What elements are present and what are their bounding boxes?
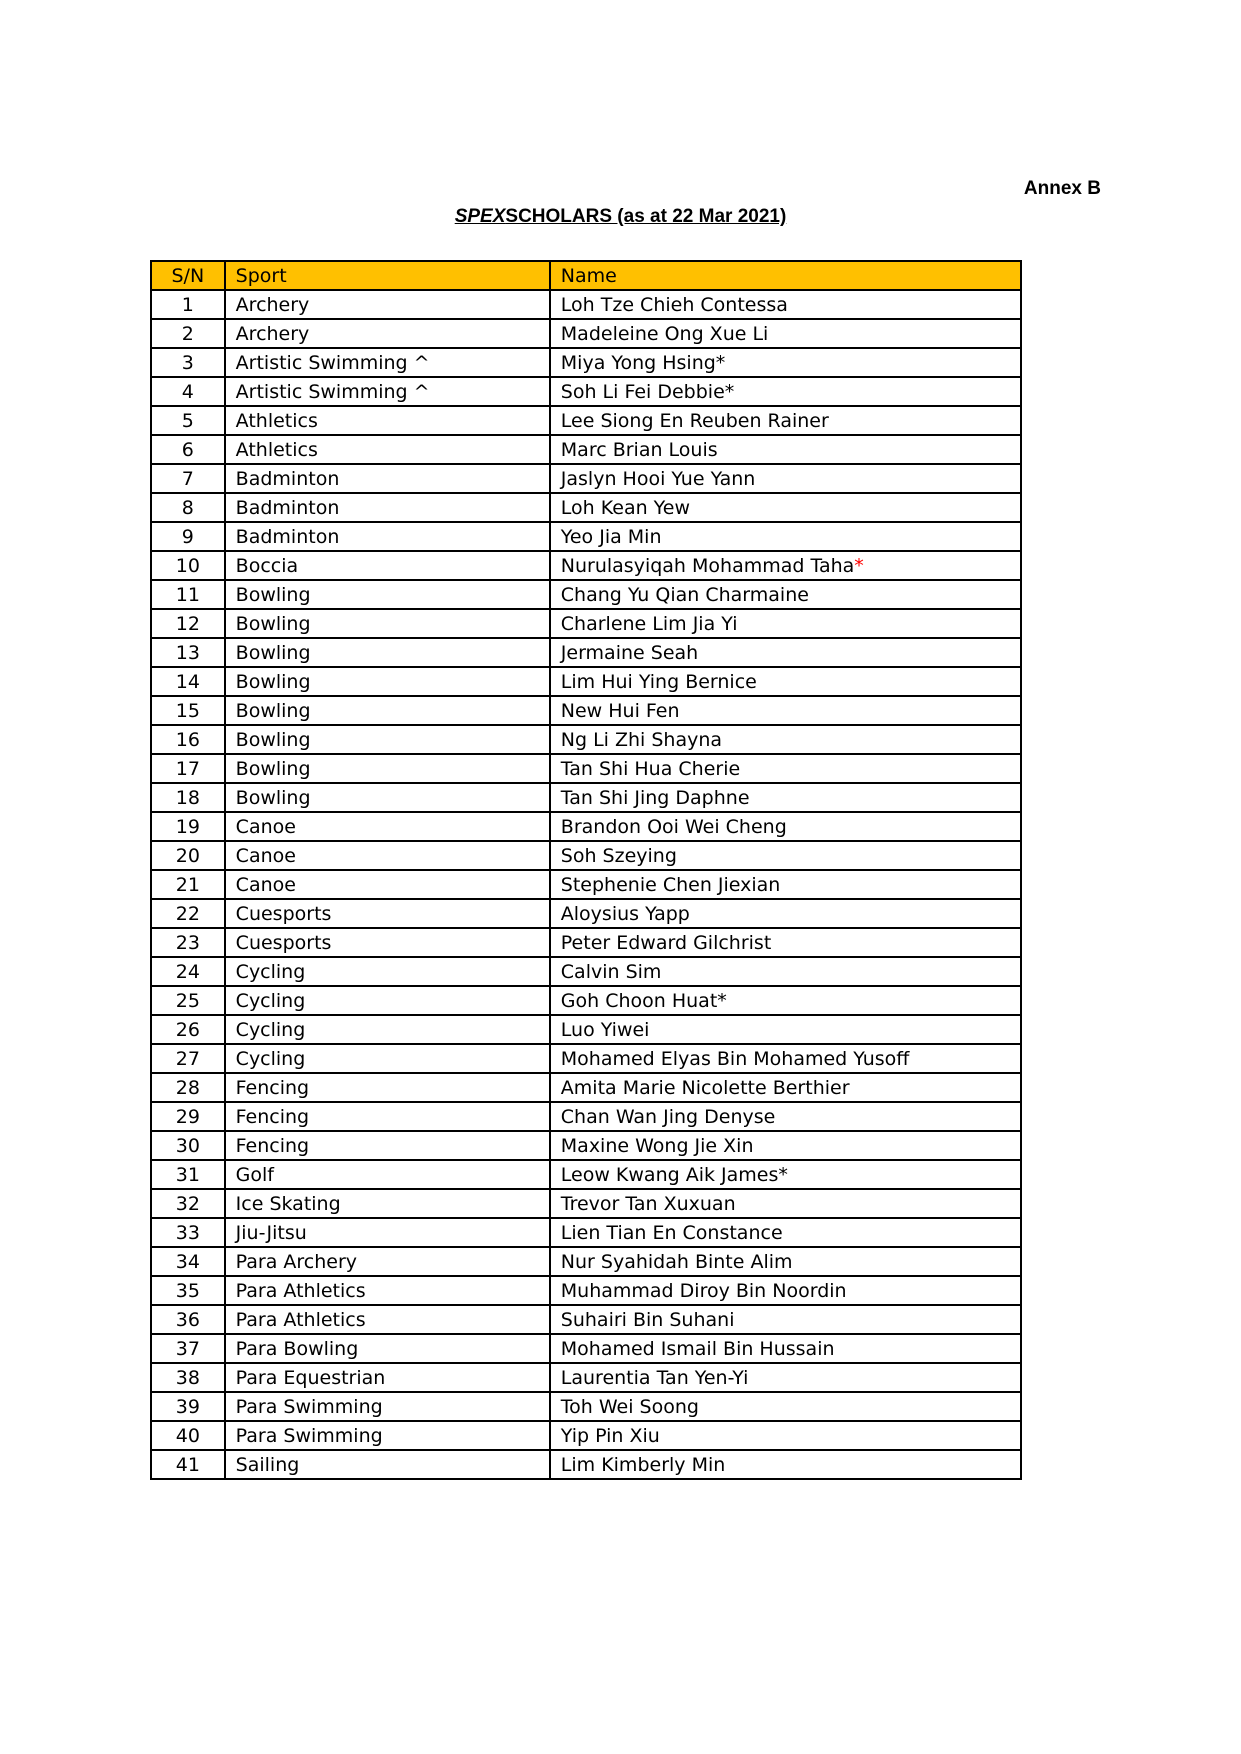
row-name: Yip Pin Xiu: [560, 1424, 660, 1447]
table-row: [151, 522, 1021, 551]
row-name-cell: [550, 1189, 1021, 1218]
row-sport: Athletics: [225, 435, 550, 464]
scholars-table: [150, 260, 1022, 1480]
row-sport: Bowling: [225, 754, 550, 783]
table-row: [151, 1044, 1021, 1073]
row-sport: Badminton: [225, 464, 550, 493]
row-name: Muhammad Diroy Bin Noordin: [560, 1279, 847, 1302]
row-sn: 4: [151, 377, 225, 406]
row-sport: Bowling: [225, 725, 550, 754]
row-sn: 13: [151, 638, 225, 667]
row-name: Luo Yiwei: [560, 1018, 650, 1041]
header-name: Name: [550, 261, 1021, 290]
header-sport: Sport: [225, 261, 550, 290]
row-name-cell: [550, 1044, 1021, 1073]
table-row: [151, 464, 1021, 493]
row-sn: 21: [151, 870, 225, 899]
row-name: Chang Yu Qian Charmaine: [560, 583, 809, 606]
table-row: [151, 696, 1021, 725]
row-sn: 23: [151, 928, 225, 957]
row-name: Tan Shi Jing Daphne: [560, 786, 750, 809]
row-sport: Canoe: [225, 812, 550, 841]
row-name-cell: [550, 754, 1021, 783]
row-name: Goh Choon Huat*: [560, 989, 727, 1012]
table-row: [151, 1247, 1021, 1276]
row-sn: 5: [151, 406, 225, 435]
row-sn: 15: [151, 696, 225, 725]
table-row: [151, 841, 1021, 870]
row-name-cell: [550, 551, 1021, 580]
row-sn: 1: [151, 290, 225, 319]
table-row: [151, 1450, 1021, 1479]
row-sn: 14: [151, 667, 225, 696]
row-name-cell: [550, 667, 1021, 696]
table-row: [151, 899, 1021, 928]
row-sport: Para Swimming: [225, 1392, 550, 1421]
row-name: Marc Brian Louis: [560, 438, 718, 461]
row-name: Mohamed Ismail Bin Hussain: [560, 1337, 835, 1360]
row-name-cell: [550, 783, 1021, 812]
row-name-cell: [550, 870, 1021, 899]
row-sport: Bowling: [225, 638, 550, 667]
row-name: Mohamed Elyas Bin Mohamed Yusoff: [560, 1047, 910, 1070]
row-name: Brandon Ooi Wei Cheng: [560, 815, 787, 838]
row-sn: 36: [151, 1305, 225, 1334]
row-sn: 41: [151, 1450, 225, 1479]
row-name: Jermaine Seah: [560, 641, 699, 664]
row-name: Loh Tze Chieh Contessa: [560, 293, 788, 316]
row-sn: 19: [151, 812, 225, 841]
row-sn: 3: [151, 348, 225, 377]
row-sport: Artistic Swimming ^: [225, 377, 550, 406]
table-row: [151, 435, 1021, 464]
row-sn: 11: [151, 580, 225, 609]
row-name: Nur Syahidah Binte Alim: [560, 1250, 793, 1273]
row-sn: 37: [151, 1334, 225, 1363]
row-name: Leow Kwang Aik James*: [560, 1163, 788, 1186]
row-name-cell: [550, 1334, 1021, 1363]
row-name: Miya Yong Hsing*: [560, 351, 726, 374]
table-row: [151, 319, 1021, 348]
row-name: Aloysius Yapp: [560, 902, 690, 925]
row-name: Soh Li Fei Debbie*: [560, 380, 735, 403]
row-sport: Jiu-Jitsu: [225, 1218, 550, 1247]
row-name: Lim Hui Ying Bernice: [560, 670, 757, 693]
row-name-cell: [550, 638, 1021, 667]
row-sport: Badminton: [225, 493, 550, 522]
row-name-cell: [550, 290, 1021, 319]
table-row: [151, 1073, 1021, 1102]
row-name-cell: [550, 899, 1021, 928]
table-row: [151, 1421, 1021, 1450]
row-sn: 20: [151, 841, 225, 870]
row-sn: 35: [151, 1276, 225, 1305]
row-sn: 32: [151, 1189, 225, 1218]
row-name-cell: [550, 986, 1021, 1015]
row-name: Toh Wei Soong: [560, 1395, 699, 1418]
row-sn: 18: [151, 783, 225, 812]
row-sn: 39: [151, 1392, 225, 1421]
row-sn: 26: [151, 1015, 225, 1044]
table-row: [151, 1392, 1021, 1421]
row-sport: Artistic Swimming ^: [225, 348, 550, 377]
row-name: Yeo Jia Min: [560, 525, 662, 548]
row-sport: Badminton: [225, 522, 550, 551]
row-name: Laurentia Tan Yen-Yi: [560, 1366, 749, 1389]
row-name: Lim Kimberly Min: [560, 1453, 726, 1476]
row-name-cell: [550, 1276, 1021, 1305]
row-sport: Para Equestrian: [225, 1363, 550, 1392]
table-row: [151, 377, 1021, 406]
row-sn: 25: [151, 986, 225, 1015]
table-row: [151, 957, 1021, 986]
row-name-cell: [550, 1305, 1021, 1334]
row-sn: 16: [151, 725, 225, 754]
title-italic-part: SPEX: [454, 206, 506, 227]
table-row: [151, 1305, 1021, 1334]
row-name-cell: [550, 464, 1021, 493]
row-name: Charlene Lim Jia Yi: [560, 612, 738, 635]
row-name-cell: [550, 1421, 1021, 1450]
row-name: Tan Shi Hua Cherie: [560, 757, 741, 780]
row-name-cell: [550, 1102, 1021, 1131]
table-row: [151, 290, 1021, 319]
table-row: [151, 812, 1021, 841]
row-name-cell: [550, 1131, 1021, 1160]
row-name-cell: [550, 580, 1021, 609]
row-name: Ng Li Zhi Shayna: [560, 728, 723, 751]
row-name: New Hui Fen: [560, 699, 680, 722]
table-row: [151, 493, 1021, 522]
table-row: [151, 580, 1021, 609]
row-sport: Cycling: [225, 957, 550, 986]
row-sn: 34: [151, 1247, 225, 1276]
row-name-cell: [550, 1363, 1021, 1392]
row-sn: 12: [151, 609, 225, 638]
header-sn: S/N: [151, 261, 225, 290]
row-sport: Cycling: [225, 1015, 550, 1044]
row-sport: Para Athletics: [225, 1305, 550, 1334]
row-name-cell: [550, 493, 1021, 522]
row-name-cell: [550, 812, 1021, 841]
row-name-cell: [550, 377, 1021, 406]
row-name-cell: [550, 348, 1021, 377]
row-sport: Sailing: [225, 1450, 550, 1479]
table-row: [151, 1189, 1021, 1218]
table-row: [151, 1363, 1021, 1392]
row-sport: Archery: [225, 290, 550, 319]
row-sport: Golf: [225, 1160, 550, 1189]
table-row: [151, 1160, 1021, 1189]
row-name-cell: [550, 1247, 1021, 1276]
table-row: [151, 1131, 1021, 1160]
row-sn: 2: [151, 319, 225, 348]
row-name-cell: [550, 1392, 1021, 1421]
row-sn: 29: [151, 1102, 225, 1131]
row-name: Suhairi Bin Suhani: [560, 1308, 735, 1331]
title-rest: SCHOLARS (as at 22 Mar 2021): [505, 206, 787, 227]
table-row: [151, 725, 1021, 754]
row-sport: Bowling: [225, 609, 550, 638]
table-row: [151, 783, 1021, 812]
table-header-row: [151, 261, 1021, 290]
table-row: [151, 406, 1021, 435]
table-row: [151, 870, 1021, 899]
table-row: [151, 1276, 1021, 1305]
row-sport: Cycling: [225, 986, 550, 1015]
row-name: Loh Kean Yew: [560, 496, 690, 519]
row-name: Maxine Wong Jie Xin: [560, 1134, 754, 1157]
table-row: [151, 667, 1021, 696]
row-sn: 28: [151, 1073, 225, 1102]
table-row: [151, 551, 1021, 580]
row-name-cell: [550, 522, 1021, 551]
row-name: Lee Siong En Reuben Rainer: [560, 409, 829, 432]
row-sport: Para Athletics: [225, 1276, 550, 1305]
table-row: [151, 1102, 1021, 1131]
row-sn: 38: [151, 1363, 225, 1392]
row-sn: 33: [151, 1218, 225, 1247]
row-sn: 30: [151, 1131, 225, 1160]
row-sn: 24: [151, 957, 225, 986]
row-name: Nurulasyiqah Mohammad Taha: [560, 554, 855, 577]
row-name: Trevor Tan Xuxuan: [560, 1192, 736, 1215]
row-sport: Archery: [225, 319, 550, 348]
row-name: Peter Edward Gilchrist: [560, 931, 772, 954]
table-row: [151, 638, 1021, 667]
row-sn: 27: [151, 1044, 225, 1073]
row-sport: Cuesports: [225, 928, 550, 957]
table-row: [151, 1334, 1021, 1363]
row-name: Calvin Sim: [560, 960, 662, 983]
row-name: Madeleine Ong Xue Li: [560, 322, 769, 345]
table-row: [151, 928, 1021, 957]
row-sport: Canoe: [225, 841, 550, 870]
row-sport: Cycling: [225, 1044, 550, 1073]
row-sport: Cuesports: [225, 899, 550, 928]
row-name-cell: [550, 1073, 1021, 1102]
row-sport: Bowling: [225, 580, 550, 609]
row-name-cell: [550, 841, 1021, 870]
row-sport: Canoe: [225, 870, 550, 899]
row-name: Amita Marie Nicolette Berthier: [560, 1076, 850, 1099]
row-sport: Bowling: [225, 696, 550, 725]
row-name-cell: [550, 406, 1021, 435]
table-row: [151, 754, 1021, 783]
row-sn: 10: [151, 551, 225, 580]
row-sn: 8: [151, 493, 225, 522]
table-row: [151, 609, 1021, 638]
row-sport: Para Swimming: [225, 1421, 550, 1450]
row-sport: Fencing: [225, 1102, 550, 1131]
row-name-cell: [550, 435, 1021, 464]
annex-label: Annex B: [1023, 178, 1101, 199]
row-name: Soh Szeying: [560, 844, 677, 867]
row-sport: Boccia: [225, 551, 550, 580]
row-name-cell: [550, 928, 1021, 957]
row-sport: Para Archery: [225, 1247, 550, 1276]
table-row: [151, 348, 1021, 377]
row-sport: Fencing: [225, 1131, 550, 1160]
row-name: Lien Tian En Constance: [560, 1221, 783, 1244]
row-name-cell: [550, 725, 1021, 754]
row-name: Chan Wan Jing Denyse: [560, 1105, 776, 1128]
row-sn: 31: [151, 1160, 225, 1189]
row-name: Jaslyn Hooi Yue Yann: [560, 467, 756, 490]
row-name-cell: [550, 1450, 1021, 1479]
row-sn: 7: [151, 464, 225, 493]
row-sport: Fencing: [225, 1073, 550, 1102]
table-body: [151, 290, 1021, 1479]
table-row: [151, 1218, 1021, 1247]
row-name-cell: [550, 696, 1021, 725]
row-sn: 22: [151, 899, 225, 928]
row-sn: 17: [151, 754, 225, 783]
row-sport: Bowling: [225, 783, 550, 812]
row-sport: Ice Skating: [225, 1189, 550, 1218]
row-sn: 9: [151, 522, 225, 551]
row-name-cell: [550, 609, 1021, 638]
row-name-cell: [550, 1160, 1021, 1189]
row-sport: Bowling: [225, 667, 550, 696]
table-row: [151, 986, 1021, 1015]
row-name-cell: [550, 319, 1021, 348]
row-name: Stephenie Chen Jiexian: [560, 873, 781, 896]
row-sn: 6: [151, 435, 225, 464]
asterisk-marker: *: [854, 554, 864, 577]
row-sport: Para Bowling: [225, 1334, 550, 1363]
row-name-cell: [550, 1015, 1021, 1044]
table-row: [151, 1015, 1021, 1044]
row-sport: Athletics: [225, 406, 550, 435]
document-title: [0, 206, 1241, 228]
row-name-cell: [550, 957, 1021, 986]
row-sn: 40: [151, 1421, 225, 1450]
row-name-cell: [550, 1218, 1021, 1247]
